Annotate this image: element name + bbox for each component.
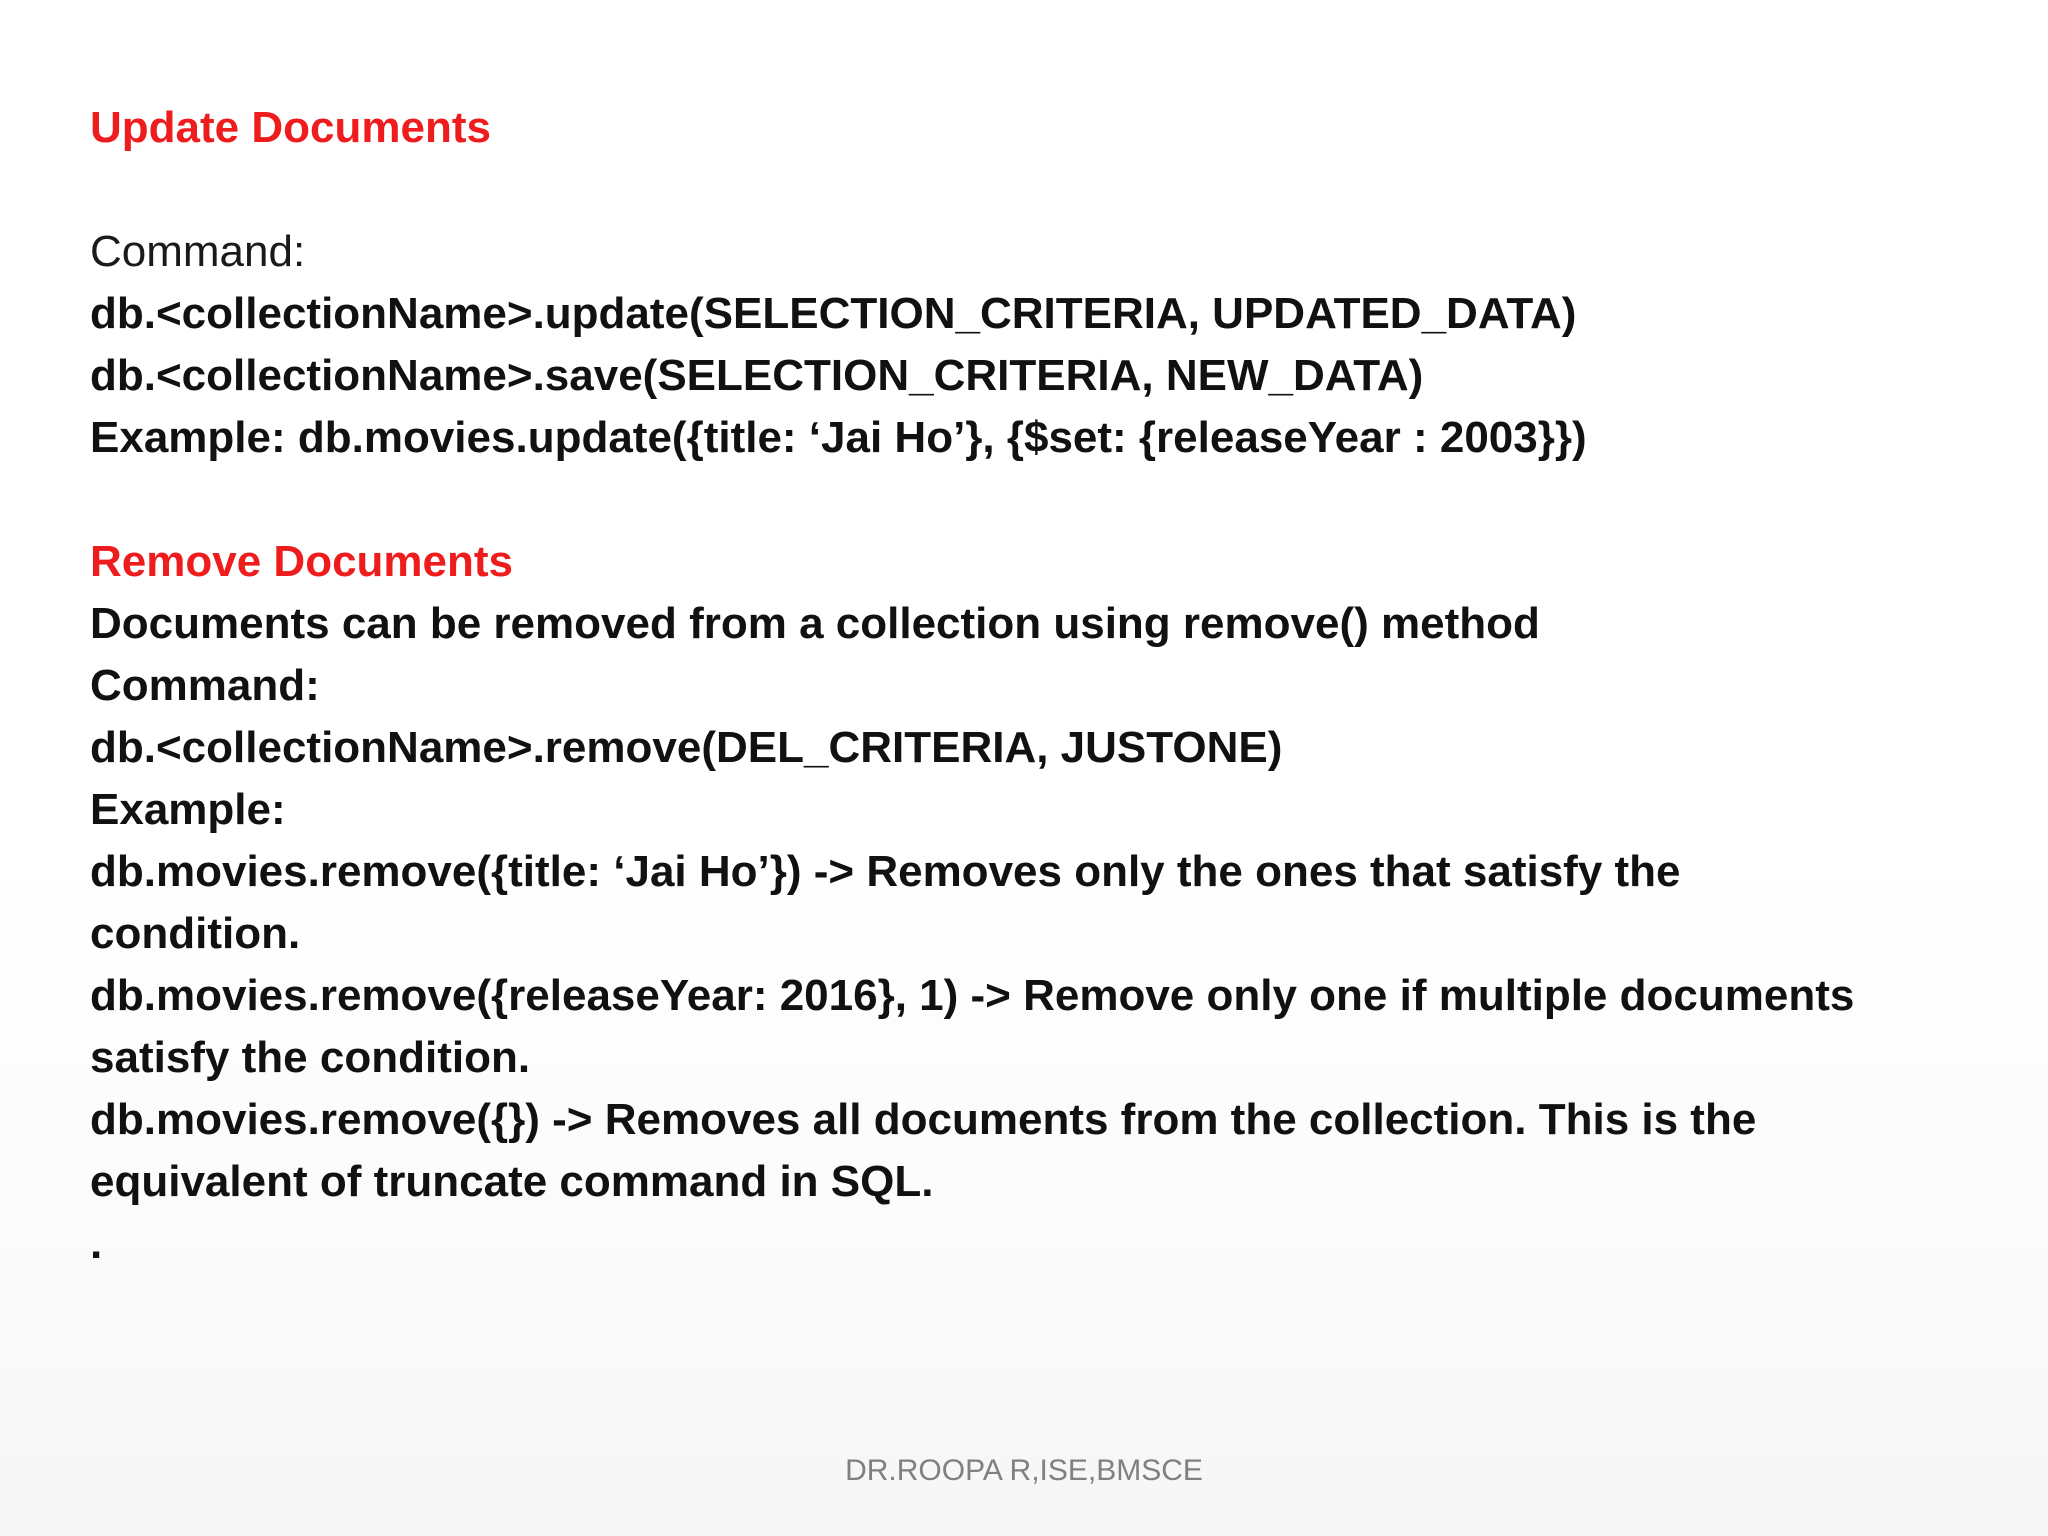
spacer: [90, 469, 1990, 531]
remove-intro: Documents can be removed from a collection using remove() method: [90, 599, 1540, 648]
slide-content: [90, 97, 1990, 1275]
save-syntax: db.<collectionName>.save(SELECTION_CRITERIA, NEW_DATA): [90, 351, 1424, 400]
update-syntax: db.<collectionName>.update(SELECTION_CRITERIA, UPDATED_DATA): [90, 289, 1577, 338]
remove-documents-heading: Remove Documents: [90, 537, 514, 586]
update-documents-heading: Update Documents: [90, 103, 491, 152]
remove-example-2-line-1: db.movies.remove({releaseYear: 2016}, 1) -> Remove only one if multiple documents: [90, 971, 1855, 1020]
footer-author: DR.ROOPA R,ISE,BMSCE: [845, 1454, 1203, 1487]
remove-syntax: db.<collectionName>.remove(DEL_CRITERIA, JUSTONE): [90, 723, 1283, 772]
remove-example-label: Example:: [90, 785, 286, 834]
remove-example-1-line-1: db.movies.remove({title: ‘Jai Ho’}) -> Removes only the ones that satisfy the: [90, 847, 1681, 896]
trailing-dot: .: [90, 1219, 103, 1268]
update-command-label: Command:: [90, 227, 306, 276]
remove-example-2-line-2: satisfy the condition.: [90, 1033, 531, 1082]
update-example: Example: db.movies.update({title: ‘Jai Ho’}, {$set: {releaseYear : 2003}}): [90, 413, 1587, 462]
remove-example-3-line-2: equivalent of truncate command in SQL.: [90, 1157, 934, 1206]
remove-command-label: Command:: [90, 661, 320, 710]
remove-example-3-line-1: db.movies.remove({}) -> Removes all documents from the collection. This is the: [90, 1095, 1757, 1144]
remove-example-1-line-2: condition.: [90, 909, 301, 958]
spacer: [90, 159, 1990, 221]
